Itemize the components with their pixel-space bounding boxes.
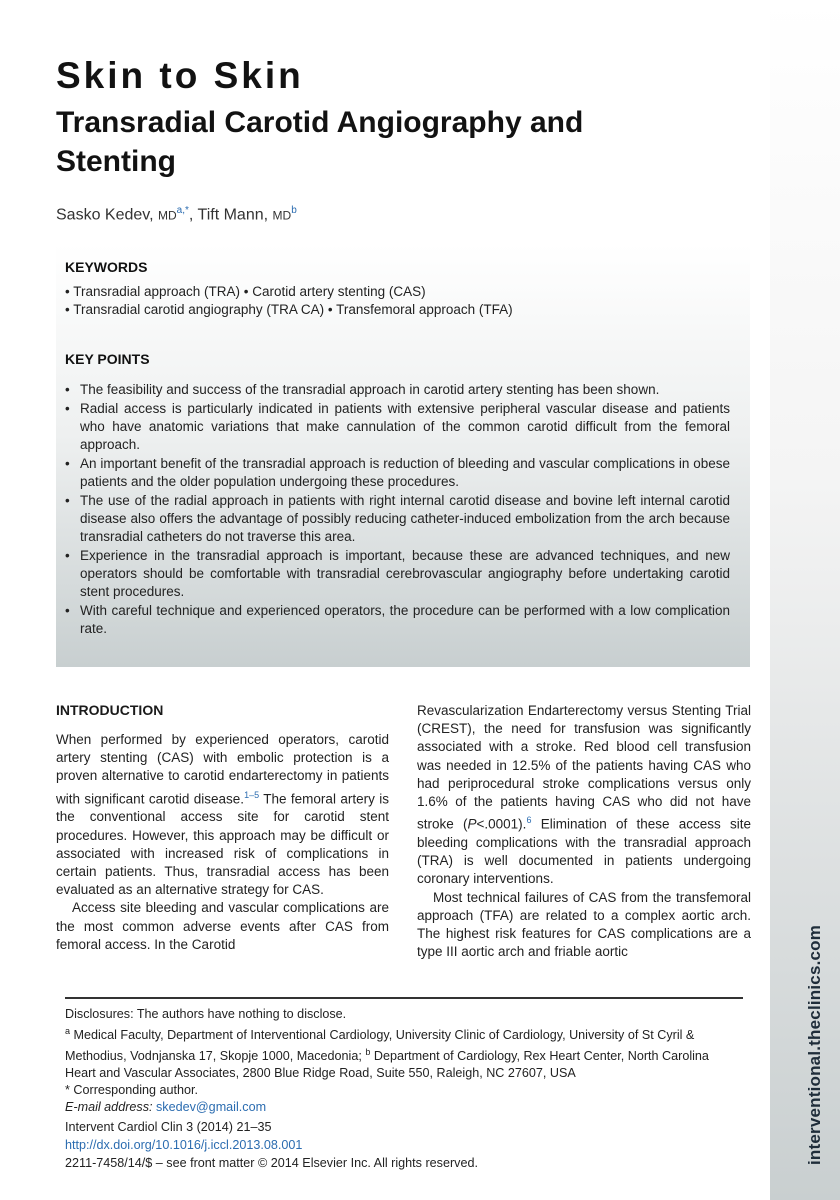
body-column-right — [417, 702, 751, 961]
affiliations: $^a$ Medical Faculty, Department of Interventional Cardiology, University Clinic of Cardiology, University of St Cyril & Methodius, Vodnjanska 17, Skopje 1000, Macedonia; $^b$ Department of Cardiology, Rex Heart Center, North Carolina Heart and Vascular Associates, 2800 Blue Ridge Road, Suite 550, Raleigh, NC 27607, USA — [65, 1026, 709, 1081]
key-point-item: • Radial access is particularly indicated in patients with extensive peripheral vascular disease and patients who have anatomic variations that make cannulation of the common carotid difficult from the femoral approach. — [62, 400, 730, 454]
keywords-line-2: • Transradial carotid angiography (TRA CA) • Transfemoral approach (TFA) — [65, 302, 513, 317]
author-2-name: Tift Mann, — [197, 206, 269, 224]
author-1-affiliation-mark[interactable]: a,* — [176, 205, 189, 216]
intro-paragraph-1: When performed by experienced operators, carotid artery stenting (CAS) with embolic protection is a proven alternative to carotid endarterectomy in patients with significant carotid disease.$^{1-5}$ The femoral artery is the conventional access site for carotid stent procedures. However, this approach may be difficult or associated with increased risk of complications in certain patients. Thus, transradial access has been evaluated as an alternative strategy for CAS. — [56, 732, 390, 898]
intro-paragraph-3: Most technical failures of CAS from the transfemoral approach (TFA) are related to a complex aortic arch. The highest risk features for CAS complications are a type III aortic arch and friable aortic — [417, 889, 751, 960]
key-point-item: • With careful technique and experienced operators, the procedure can be performed with a low complication rate. — [62, 602, 730, 638]
footnote-divider — [65, 997, 743, 999]
footnotes — [65, 1006, 743, 1116]
intro-paragraph-2: Access site bleeding and vascular complications are the most common adverse events after CAS from femoral access. In the Carotid — [56, 900, 389, 952]
key-points-list — [62, 381, 730, 639]
keywords-line-1: • Transradial approach (TRA) • Carotid artery stenting (CAS) — [65, 284, 426, 299]
intro-paragraph-2-continued: Revascularization Endarterectomy versus Stenting Trial (CREST), the need for transfusion was significantly associated with a stroke. Red blood cell transfusion was needed in 12.5% of the patients having CAS who had periprocedural stroke complications versus only 1.6% of the patients having CAS who did not have stroke (P<.0001).$^6$ Elimination of these access site bleeding complications with the transradial approach (TRA) is well documented in patients undergoing coronary interventions. — [417, 703, 751, 887]
corresponding-author: * Corresponding author. — [65, 1083, 199, 1098]
series-title: Skin to Skin — [56, 55, 304, 96]
introduction-heading: INTRODUCTION — [56, 702, 164, 718]
article-title: Transradial Carotid Angiography and Stenting — [56, 106, 584, 178]
reference-link[interactable]: 6 — [526, 815, 532, 826]
key-point-item: • Experience in the transradial approach is important, because these are advanced techniques, and new operators should be comfortable with transradial cerebrovascular angiography before undertaking carotid stent procedures. — [62, 547, 730, 601]
key-point-item: • An important benefit of the transradial approach is reduction of bleeding and vascular complications in obese patients and the older population undergoing these procedures. — [62, 455, 730, 491]
journal-website-label[interactable]: interventional.theclinics.com — [805, 924, 824, 1165]
doi-link[interactable]: http://dx.doi.org/10.1016/j.iccl.2013.08.001 — [65, 1138, 303, 1152]
copyright-line: 2211-7458/14/$ – see front matter © 2014 Elsevier Inc. All rights reserved. — [65, 1156, 478, 1170]
key-points-heading: KEY POINTS — [65, 351, 150, 367]
keywords-heading: KEYWORDS — [65, 259, 148, 275]
body-column-left — [56, 731, 389, 954]
author-separator: , — [188, 206, 194, 224]
email-line: E-mail address: skedev@gmail.com — [65, 1100, 267, 1115]
author-list — [56, 205, 297, 224]
key-point-item: • The feasibility and success of the transradial approach in carotid artery stenting has been shown. — [62, 381, 730, 399]
email-link[interactable]: skedev@gmail.com — [156, 1100, 267, 1115]
journal-citation: Intervent Cardiol Clin 3 (2014) 21–35 — [65, 1120, 272, 1134]
author-1-name: Sasko Kedev, — [56, 206, 154, 224]
author-2-degree: MD — [272, 208, 292, 223]
reference-link[interactable]: 1–5 — [244, 789, 260, 800]
citation-block — [65, 1118, 478, 1172]
author-1-degree: MD — [158, 208, 177, 223]
author-2-affiliation-mark[interactable]: b — [291, 205, 297, 216]
disclosures: Disclosures: The authors have nothing to disclose. — [65, 1007, 347, 1021]
key-point-item: • The use of the radial approach in patients with right internal carotid disease and bovine left internal carotid disease also offers the advantage of possibly reducing catheter-induced embolization from the arch because transradial catheters do not traverse this area. — [62, 492, 730, 546]
